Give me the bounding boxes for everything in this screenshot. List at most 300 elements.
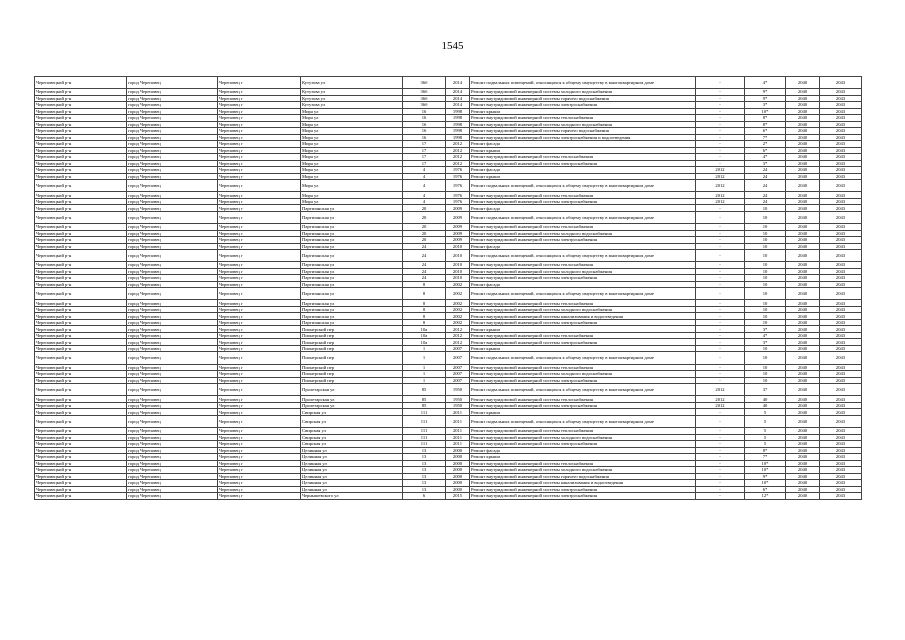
last-repair-cell: - <box>696 428 745 435</box>
year-cell: 2000 <box>446 454 470 461</box>
plan-start-cell: 2040 <box>786 141 820 148</box>
house-cell: 13 <box>403 460 446 467</box>
wear-cell: 10* <box>745 460 786 467</box>
street-cell: Партизанская ул <box>301 205 403 212</box>
street-cell: Пролетарская ул <box>301 384 403 396</box>
table-row <box>35 415 862 427</box>
year-cell: 2010 <box>446 243 470 250</box>
plan-start-cell: 2040 <box>786 377 820 384</box>
locality-cell: Череповец г <box>218 250 301 262</box>
wear-cell: 10 <box>745 237 786 244</box>
locality-cell: Череповец г <box>218 480 301 487</box>
district-cell: Череповецкий р-н <box>35 434 127 441</box>
work-type-cell: Ремонт внутридомовой инженерной системы электроснабжения <box>470 102 696 109</box>
work-type-cell: Ремонт внутридомовой инженерной системы холодного водоснабжения <box>470 268 696 275</box>
street-cell: Партизанская ул <box>301 262 403 269</box>
wear-cell: 3* <box>745 160 786 167</box>
plan-start-cell: 2040 <box>786 402 820 409</box>
plan-start-cell: 2040 <box>786 467 820 474</box>
street-cell: Целинная ул <box>301 460 403 467</box>
last-repair-cell: - <box>696 77 745 89</box>
house-cell: 20 <box>403 224 446 231</box>
plan-start-cell: 2040 <box>786 480 820 487</box>
year-cell: 2014 <box>446 89 470 96</box>
locality-cell: Череповец г <box>218 371 301 378</box>
year-cell: 2012 <box>446 339 470 346</box>
house-cell: 20 <box>403 205 446 212</box>
plan-start-cell: 2040 <box>786 306 820 313</box>
work-type-cell: Ремонт внутридомовой инженерной системы электроснабжения <box>470 441 696 448</box>
locality-cell: Череповец г <box>218 396 301 403</box>
wear-cell: 9* <box>745 95 786 102</box>
work-type-cell: Ремонт внутридомовой инженерной системы теплоснабжения <box>470 154 696 161</box>
year-cell: 1998 <box>446 108 470 115</box>
locality-cell: Череповец г <box>218 154 301 161</box>
work-type-cell: Ремонт подвальных помещений, относящихся к общему имуществу в многоквартирном доме <box>470 77 696 89</box>
house-cell: 13 <box>403 447 446 454</box>
plan-end-cell: 2043 <box>820 268 862 275</box>
street-cell: Пролетарская ул <box>301 396 403 403</box>
plan-end-cell: 2043 <box>820 409 862 416</box>
house-cell: 20 <box>403 211 446 223</box>
last-repair-cell: - <box>696 300 745 307</box>
house-cell: 16 <box>403 115 446 122</box>
street-cell: Чернышевского ул <box>301 493 403 500</box>
year-cell: 2014 <box>446 102 470 109</box>
plan-end-cell: 2043 <box>820 447 862 454</box>
plan-end-cell: 2043 <box>820 134 862 141</box>
year-cell: 2007 <box>446 371 470 378</box>
locality-cell: Череповец г <box>218 345 301 352</box>
work-type-cell: Ремонт подвальных помещений, относящихся к общему имуществу в многоквартирном доме <box>470 250 696 262</box>
street-cell: Мира ул <box>301 173 403 180</box>
table-row <box>35 180 862 192</box>
work-type-cell: Ремонт крыши <box>470 108 696 115</box>
wear-cell: 4* <box>745 332 786 339</box>
work-type-cell: Ремонт внутридомовой инженерной системы холодного водоснабжения <box>470 434 696 441</box>
last-repair-cell: - <box>696 224 745 231</box>
district-cell: Череповецкий р-н <box>35 467 127 474</box>
municipality-cell: город Череповец <box>127 377 218 384</box>
street-cell: Пионерский пер <box>301 332 403 339</box>
locality-cell: Череповец г <box>218 230 301 237</box>
year-cell: 1950 <box>446 384 470 396</box>
last-repair-cell: - <box>696 275 745 282</box>
district-cell: Череповецкий р-н <box>35 192 127 199</box>
district-cell: Череповецкий р-н <box>35 377 127 384</box>
plan-start-cell: 2040 <box>786 237 820 244</box>
locality-cell: Череповец г <box>218 313 301 320</box>
year-cell: 2010 <box>446 250 470 262</box>
last-repair-cell: - <box>696 95 745 102</box>
street-cell: Мира ул <box>301 115 403 122</box>
district-cell: Череповецкий р-н <box>35 409 127 416</box>
street-cell: Партизанская ул <box>301 268 403 275</box>
street-cell: Мира ул <box>301 167 403 174</box>
municipality-cell: город Череповец <box>127 141 218 148</box>
locality-cell: Череповец г <box>218 192 301 199</box>
wear-cell: 10 <box>745 262 786 269</box>
plan-start-cell: 2040 <box>786 460 820 467</box>
municipality-cell: город Череповец <box>127 319 218 326</box>
plan-start-cell: 2040 <box>786 428 820 435</box>
locality-cell: Череповец г <box>218 173 301 180</box>
locality-cell: Череповец г <box>218 268 301 275</box>
last-repair-cell: - <box>696 160 745 167</box>
locality-cell: Череповец г <box>218 364 301 371</box>
house-cell: 8 <box>403 281 446 288</box>
house-cell: 36б <box>403 77 446 89</box>
wear-cell: 10 <box>745 300 786 307</box>
year-cell: 2009 <box>446 205 470 212</box>
plan-end-cell: 2043 <box>820 402 862 409</box>
year-cell: 2000 <box>446 473 470 480</box>
plan-start-cell: 2040 <box>786 154 820 161</box>
last-repair-cell: - <box>696 211 745 223</box>
year-cell: 2002 <box>446 319 470 326</box>
municipality-cell: город Череповец <box>127 396 218 403</box>
street-cell: Мира ул <box>301 128 403 135</box>
street-cell: Кутузова ул <box>301 77 403 89</box>
year-cell: 2002 <box>446 281 470 288</box>
table-row <box>35 493 862 500</box>
street-cell: Пионерский пер <box>301 364 403 371</box>
wear-cell: 4* <box>745 154 786 161</box>
district-cell: Череповецкий р-н <box>35 486 127 493</box>
plan-end-cell: 2043 <box>820 371 862 378</box>
work-type-cell: Ремонт фасада <box>470 167 696 174</box>
district-cell: Череповецкий р-н <box>35 237 127 244</box>
municipality-cell: город Череповец <box>127 95 218 102</box>
work-type-cell: Ремонт внутридомовой инженерной системы электроснабжения <box>470 402 696 409</box>
street-cell: Партизанская ул <box>301 319 403 326</box>
locality-cell: Череповец г <box>218 237 301 244</box>
year-cell: 2009 <box>446 237 470 244</box>
house-cell: 20 <box>403 237 446 244</box>
plan-start-cell: 2040 <box>786 95 820 102</box>
work-type-cell: Ремонт внутридомовой инженерной системы теплоснабжения <box>470 396 696 403</box>
wear-cell: 2* <box>745 141 786 148</box>
plan-start-cell: 2040 <box>786 454 820 461</box>
plan-end-cell: 2043 <box>820 313 862 320</box>
street-cell: Партизанская ул <box>301 300 403 307</box>
wear-cell: 10 <box>745 268 786 275</box>
plan-end-cell: 2043 <box>820 211 862 223</box>
plan-start-cell: 2040 <box>786 173 820 180</box>
district-cell: Череповецкий р-н <box>35 441 127 448</box>
year-cell: 1976 <box>446 173 470 180</box>
house-cell: 1 <box>403 352 446 364</box>
district-cell: Череповецкий р-н <box>35 319 127 326</box>
street-cell: Мира ул <box>301 180 403 192</box>
year-cell: 2012 <box>446 326 470 333</box>
locality-cell: Череповец г <box>218 281 301 288</box>
work-type-cell: Ремонт подвальных помещений, относящихся к общему имуществу в многоквартирном доме <box>470 384 696 396</box>
house-cell: 1 <box>403 345 446 352</box>
district-cell: Череповецкий р-н <box>35 371 127 378</box>
year-cell: 2011 <box>446 409 470 416</box>
street-cell: Целинная ул <box>301 447 403 454</box>
year-cell: 2011 <box>446 441 470 448</box>
wear-cell: 24 <box>745 192 786 199</box>
district-cell: Череповецкий р-н <box>35 460 127 467</box>
locality-cell: Череповец г <box>218 409 301 416</box>
plan-end-cell: 2043 <box>820 415 862 427</box>
wear-cell: 7* <box>745 134 786 141</box>
work-type-cell: Ремонт фасада <box>470 281 696 288</box>
wear-cell: 40 <box>745 402 786 409</box>
locality-cell: Череповец г <box>218 141 301 148</box>
plan-end-cell: 2043 <box>820 306 862 313</box>
wear-cell: 10 <box>745 243 786 250</box>
plan-start-cell: 2040 <box>786 281 820 288</box>
last-repair-cell: - <box>696 493 745 500</box>
table-row <box>35 384 862 396</box>
plan-start-cell: 2040 <box>786 134 820 141</box>
municipality-cell: город Череповец <box>127 428 218 435</box>
plan-start-cell: 2040 <box>786 262 820 269</box>
wear-cell: 10 <box>745 281 786 288</box>
work-type-cell: Ремонт фасада <box>470 205 696 212</box>
plan-start-cell: 2040 <box>786 332 820 339</box>
work-type-cell: Ремонт внутридомовой инженерной системы электроснабжения <box>470 339 696 346</box>
house-cell: 8 <box>403 319 446 326</box>
district-cell: Череповецкий р-н <box>35 345 127 352</box>
municipality-cell: город Череповец <box>127 402 218 409</box>
plan-start-cell: 2040 <box>786 396 820 403</box>
last-repair-cell: - <box>696 415 745 427</box>
house-cell: 17 <box>403 160 446 167</box>
year-cell: 2012 <box>446 332 470 339</box>
street-cell: Пролетарская ул <box>301 402 403 409</box>
municipality-cell: город Череповец <box>127 306 218 313</box>
district-cell: Череповецкий р-н <box>35 89 127 96</box>
street-cell: Партизанская ул <box>301 313 403 320</box>
work-type-cell: Ремонт внутридомовой инженерной системы электроснабжения и водоотведения <box>470 134 696 141</box>
plan-end-cell: 2043 <box>820 237 862 244</box>
district-cell: Череповецкий р-н <box>35 332 127 339</box>
plan-start-cell: 2040 <box>786 339 820 346</box>
district-cell: Череповецкий р-н <box>35 121 127 128</box>
plan-end-cell: 2043 <box>820 326 862 333</box>
last-repair-cell: - <box>696 89 745 96</box>
municipality-cell: город Череповец <box>127 147 218 154</box>
wear-cell: 4* <box>745 77 786 89</box>
house-cell: 36б <box>403 102 446 109</box>
municipality-cell: город Череповец <box>127 326 218 333</box>
plan-end-cell: 2043 <box>820 198 862 205</box>
locality-cell: Череповец г <box>218 180 301 192</box>
plan-end-cell: 2043 <box>820 288 862 300</box>
locality-cell: Череповец г <box>218 486 301 493</box>
house-cell: 17 <box>403 154 446 161</box>
plan-start-cell: 2040 <box>786 180 820 192</box>
wear-cell: 24 <box>745 180 786 192</box>
year-cell: 2010 <box>446 268 470 275</box>
municipality-cell: город Череповец <box>127 134 218 141</box>
district-cell: Череповецкий р-н <box>35 134 127 141</box>
wear-cell: 10 <box>745 377 786 384</box>
plan-start-cell: 2040 <box>786 352 820 364</box>
year-cell: 1950 <box>446 396 470 403</box>
table-row <box>35 250 862 262</box>
district-cell: Череповецкий р-н <box>35 262 127 269</box>
house-cell: 36б <box>403 89 446 96</box>
work-type-cell: Ремонт внутридомовой инженерной системы теплоснабжения <box>470 460 696 467</box>
plan-end-cell: 2043 <box>820 460 862 467</box>
district-cell: Череповецкий р-н <box>35 250 127 262</box>
plan-start-cell: 2040 <box>786 300 820 307</box>
district-cell: Череповецкий р-н <box>35 339 127 346</box>
street-cell: Свирская ул <box>301 434 403 441</box>
plan-end-cell: 2043 <box>820 300 862 307</box>
year-cell: 2007 <box>446 345 470 352</box>
house-cell: 17 <box>403 141 446 148</box>
municipality-cell: город Череповец <box>127 415 218 427</box>
plan-end-cell: 2043 <box>820 192 862 199</box>
house-cell: 36б <box>403 95 446 102</box>
last-repair-cell: - <box>696 460 745 467</box>
house-cell: 13 <box>403 486 446 493</box>
year-cell: 2002 <box>446 288 470 300</box>
house-cell: 16 <box>403 108 446 115</box>
plan-start-cell: 2040 <box>786 128 820 135</box>
year-cell: 2014 <box>446 95 470 102</box>
locality-cell: Череповец г <box>218 128 301 135</box>
year-cell: 2007 <box>446 352 470 364</box>
year-cell: 2002 <box>446 300 470 307</box>
house-cell: 13 <box>403 480 446 487</box>
work-type-cell: Ремонт внутридомовой инженерной системы холодного водоснабжения <box>470 230 696 237</box>
locality-cell: Череповец г <box>218 275 301 282</box>
wear-cell: 24 <box>745 173 786 180</box>
plan-end-cell: 2043 <box>820 454 862 461</box>
plan-start-cell: 2040 <box>786 326 820 333</box>
last-repair-cell: 2012 <box>696 192 745 199</box>
house-cell: 85 <box>403 402 446 409</box>
plan-start-cell: 2040 <box>786 313 820 320</box>
last-repair-cell: - <box>696 306 745 313</box>
locality-cell: Череповец г <box>218 167 301 174</box>
house-cell: 16 <box>403 134 446 141</box>
work-type-cell: Ремонт крыши <box>470 409 696 416</box>
street-cell: Свирская ул <box>301 428 403 435</box>
locality-cell: Череповец г <box>218 415 301 427</box>
plan-start-cell: 2040 <box>786 167 820 174</box>
plan-start-cell: 2040 <box>786 371 820 378</box>
street-cell: Партизанская ул <box>301 211 403 223</box>
plan-start-cell: 2040 <box>786 192 820 199</box>
plan-end-cell: 2043 <box>820 332 862 339</box>
wear-cell: 10 <box>745 352 786 364</box>
last-repair-cell: - <box>696 102 745 109</box>
year-cell: 2012 <box>446 141 470 148</box>
street-cell: Партизанская ул <box>301 224 403 231</box>
year-cell: 2012 <box>446 147 470 154</box>
wear-cell: 10 <box>745 306 786 313</box>
plan-start-cell: 2040 <box>786 147 820 154</box>
plan-start-cell: 2040 <box>786 77 820 89</box>
wear-cell: 10 <box>745 371 786 378</box>
wear-cell: 10 <box>745 345 786 352</box>
district-cell: Череповецкий р-н <box>35 415 127 427</box>
locality-cell: Череповец г <box>218 473 301 480</box>
municipality-cell: город Череповец <box>127 352 218 364</box>
table-body <box>35 77 862 500</box>
wear-cell: 10 <box>745 224 786 231</box>
municipality-cell: город Череповец <box>127 486 218 493</box>
plan-end-cell: 2043 <box>820 147 862 154</box>
last-repair-cell: - <box>696 243 745 250</box>
year-cell: 2000 <box>446 486 470 493</box>
plan-start-cell: 2040 <box>786 473 820 480</box>
locality-cell: Череповец г <box>218 493 301 500</box>
district-cell: Череповецкий р-н <box>35 180 127 192</box>
wear-cell: 37 <box>745 384 786 396</box>
plan-end-cell: 2043 <box>820 128 862 135</box>
year-cell: 2000 <box>446 467 470 474</box>
locality-cell: Череповец г <box>218 300 301 307</box>
work-type-cell: Ремонт внутридомовой инженерной системы теплоснабжения <box>470 332 696 339</box>
year-cell: 2000 <box>446 460 470 467</box>
house-cell: 4 <box>403 167 446 174</box>
plan-end-cell: 2043 <box>820 154 862 161</box>
last-repair-cell: 2012 <box>696 396 745 403</box>
wear-cell: 24 <box>745 167 786 174</box>
house-cell: 1 <box>403 371 446 378</box>
work-type-cell: Ремонт внутридомовой инженерной системы теплоснабжения <box>470 300 696 307</box>
last-repair-cell: 2012 <box>696 198 745 205</box>
work-type-cell: Ремонт внутридомовой инженерной системы электроснабжения <box>470 486 696 493</box>
district-cell: Череповецкий р-н <box>35 77 127 89</box>
plan-start-cell: 2040 <box>786 205 820 212</box>
last-repair-cell: - <box>696 326 745 333</box>
street-cell: Кутузова ул <box>301 95 403 102</box>
municipality-cell: город Череповец <box>127 371 218 378</box>
locality-cell: Череповец г <box>218 326 301 333</box>
plan-start-cell: 2040 <box>786 230 820 237</box>
house-cell: 17 <box>403 147 446 154</box>
district-cell: Череповецкий р-н <box>35 95 127 102</box>
wear-cell: 5 <box>745 434 786 441</box>
district-cell: Череповецкий р-н <box>35 243 127 250</box>
plan-end-cell: 2043 <box>820 281 862 288</box>
plan-start-cell: 2040 <box>786 415 820 427</box>
plan-end-cell: 2043 <box>820 428 862 435</box>
district-cell: Череповецкий р-н <box>35 288 127 300</box>
plan-start-cell: 2040 <box>786 409 820 416</box>
year-cell: 1998 <box>446 121 470 128</box>
municipality-cell: город Череповец <box>127 441 218 448</box>
municipality-cell: город Череповец <box>127 332 218 339</box>
municipality-cell: город Череповец <box>127 434 218 441</box>
house-cell: 24 <box>403 250 446 262</box>
plan-end-cell: 2043 <box>820 493 862 500</box>
work-type-cell: Ремонт внутридомовой инженерной системы холодного водоснабжения <box>470 121 696 128</box>
work-type-cell: Ремонт внутридомовой инженерной системы канализования и водоотведения <box>470 480 696 487</box>
house-cell: 10а <box>403 339 446 346</box>
locality-cell: Череповец г <box>218 288 301 300</box>
municipality-cell: город Череповец <box>127 493 218 500</box>
district-cell: Череповецкий р-н <box>35 115 127 122</box>
street-cell: Партизанская ул <box>301 230 403 237</box>
work-type-cell: Ремонт внутридомовой инженерной системы электроснабжения <box>470 493 696 500</box>
district-cell: Череповецкий р-н <box>35 306 127 313</box>
last-repair-cell: - <box>696 447 745 454</box>
table-row <box>35 211 862 223</box>
plan-end-cell: 2043 <box>820 364 862 371</box>
house-cell: 24 <box>403 243 446 250</box>
